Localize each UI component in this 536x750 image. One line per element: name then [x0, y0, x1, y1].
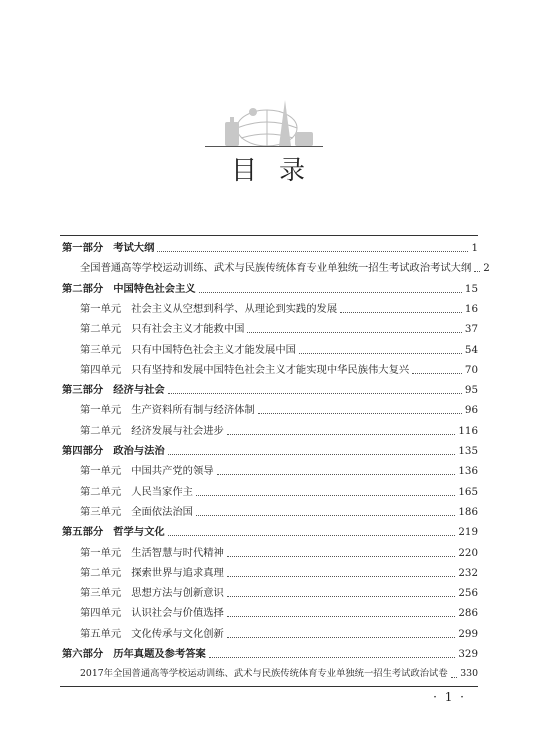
toc-entry-title: 生产资料所有制与经济体制: [131, 404, 255, 417]
leader-dots: [168, 393, 462, 394]
toc-entry-code: 第一部分: [62, 242, 104, 254]
toc-entry-code: 第四单元: [80, 607, 122, 620]
toc-entry-code: 第三单元: [80, 505, 122, 518]
toc-entry-code: 第三部分: [62, 384, 104, 397]
toc-entry-label: [80, 322, 244, 336]
leader-dots: [227, 596, 455, 597]
toc-entry-title: 文化传承与文化创新: [131, 627, 224, 640]
toc-entry-code: 第一单元: [80, 546, 122, 559]
toc-entry-label: [62, 282, 196, 296]
toc-entry-title: 社会主义从空想到科学、从理论到实践的发展: [131, 302, 338, 315]
leader-dots: [451, 677, 458, 678]
toc-entry-code: 第四单元: [80, 363, 122, 376]
toc-entry-page: 15: [464, 282, 478, 295]
toc-entry-label: [80, 627, 224, 641]
toc-entry[interactable]: [60, 564, 478, 580]
toc-entry-page: 95: [464, 384, 478, 397]
toc-entry-code: 第二单元: [80, 323, 122, 336]
toc-entry-page: 136: [458, 465, 478, 478]
leader-dots: [227, 616, 455, 617]
toc-entry-label: [62, 241, 154, 255]
toc-entry-title: 经济发展与社会进步: [131, 424, 224, 437]
leader-dots: [217, 474, 456, 475]
toc-entry[interactable]: [60, 341, 478, 357]
toc-entry-title: 全面依法治国: [131, 505, 193, 518]
toc-entry-page: 299: [458, 627, 478, 640]
toc-entry-label: [80, 485, 193, 499]
toc-entry-code: 第一单元: [80, 404, 122, 417]
leader-dots: [247, 332, 461, 333]
toc-entry-label: [80, 403, 255, 417]
toc-entry-page: 329: [458, 648, 478, 660]
toc-entry-title: 哲学与文化: [113, 526, 165, 539]
toc-entry-page: 135: [458, 445, 478, 457]
toc-entry-label: [80, 546, 224, 560]
toc-entry-title: 人民当家作主: [131, 485, 193, 498]
toc-entry-code: 第二部分: [62, 282, 104, 295]
toc-entry-code: 第五部分: [62, 526, 104, 539]
toc-entry-page: 286: [458, 607, 478, 620]
toc-entry-label: [80, 586, 224, 600]
toc-entry-page: 256: [458, 587, 478, 600]
toc-entry-title: 认识社会与价值选择: [131, 607, 224, 620]
toc-entry-title: 2017年全国普通高等学校运动训练、武术与民族传统体育专业单独统一招生考试政治试卷: [80, 668, 448, 680]
toc-entry-code: 第三单元: [80, 587, 122, 600]
toc-entry[interactable]: [60, 381, 478, 397]
toc-entry-title: 只有坚持和发展中国特色社会主义才能实现中华民族伟大复兴: [131, 363, 410, 376]
toc-entry-page: 186: [458, 505, 478, 518]
toc-entry[interactable]: [60, 300, 478, 316]
leader-dots: [196, 495, 455, 496]
toc-entry-label: [80, 566, 224, 580]
toc-entry-code: 第一单元: [80, 465, 122, 478]
toc-entry-code: 第四部分: [62, 445, 104, 457]
toc-entry-title: 只有中国特色社会主义才能发展中国: [131, 343, 296, 356]
table-of-contents: [60, 235, 490, 687]
decorative-travel-emblem-icon: [205, 92, 325, 152]
leader-dots: [196, 515, 455, 516]
toc-entry-page: 16: [464, 302, 478, 315]
toc-entry-page: 70: [464, 363, 478, 376]
page-title: 目录: [230, 156, 327, 186]
leader-dots: [412, 373, 462, 374]
leader-dots: [227, 576, 455, 577]
leader-dots: [227, 556, 455, 557]
leader-dots: [209, 657, 455, 658]
toc-entry-page: 96: [464, 404, 478, 417]
leader-dots: [168, 454, 456, 455]
toc-entry-title: 历年真题及参考答案: [113, 648, 206, 660]
toc-entry-page: 165: [458, 485, 478, 498]
toc-entry[interactable]: [60, 503, 478, 519]
leader-dots: [299, 353, 462, 354]
toc-entry-page: 2: [483, 262, 490, 275]
toc-entry[interactable]: [60, 544, 478, 560]
toc-entry-label: [80, 606, 224, 620]
title-rule: [205, 146, 323, 147]
toc-entry-title: 政治与法治: [113, 445, 165, 457]
toc-entry-label: [62, 383, 165, 397]
toc-entry-page: 330: [460, 668, 478, 680]
toc-entry-label: [62, 525, 165, 539]
toc-entry-code: 第五单元: [80, 627, 122, 640]
toc-entry[interactable]: [60, 280, 478, 296]
toc-entry[interactable]: [60, 401, 478, 417]
toc-entry[interactable]: [60, 320, 478, 336]
toc-entry-title: 中国共产党的领导: [131, 465, 214, 478]
toc-entry-title: 探索世界与追求真理: [131, 566, 224, 579]
toc-entry[interactable]: [60, 584, 478, 600]
toc-entry-label: [80, 424, 224, 438]
leader-dots: [227, 637, 455, 638]
toc-entry-title: 全国普通高等学校运动训练、武术与民族传统体育专业单独统一招生考试政治考试大纲: [80, 262, 472, 275]
toc-entry-code: 第二单元: [80, 566, 122, 579]
toc-entry[interactable]: [60, 523, 478, 539]
toc-entry-label: [80, 667, 448, 681]
toc-entry-page: 220: [458, 546, 478, 559]
toc-entry[interactable]: [60, 239, 478, 255]
toc-entry-code: 第一单元: [80, 302, 122, 315]
toc-entry-title: 经济与社会: [113, 384, 165, 397]
toc-entry-label: [80, 343, 296, 357]
toc-entry-label: [62, 647, 206, 661]
toc-entry-page: 1: [471, 242, 478, 254]
leader-dots: [168, 535, 456, 536]
toc-entry-page: 232: [458, 566, 478, 579]
toc-entry-label: [80, 464, 214, 478]
toc-entry-title: 只有社会主义才能救中国: [131, 323, 245, 336]
toc-entry-page: 37: [464, 323, 478, 336]
toc-entry[interactable]: [60, 422, 478, 438]
toc-entry[interactable]: [60, 259, 490, 275]
toc-entry-page: 219: [458, 526, 478, 539]
leader-dots: [199, 292, 462, 293]
toc-entry[interactable]: [60, 361, 478, 377]
toc-entry-code: 第二单元: [80, 485, 122, 498]
leader-dots: [157, 251, 468, 252]
toc-entry-page: 116: [458, 424, 478, 437]
toc-entry-label: [80, 505, 193, 519]
toc-entry-code: 第六部分: [62, 648, 104, 660]
page-number: · 1 ·: [433, 690, 466, 704]
toc-entry[interactable]: [60, 625, 478, 641]
toc-entry-label: [80, 363, 409, 377]
toc-entry-title: 思想方法与创新意识: [131, 587, 224, 600]
toc-entry-title: 生活智慧与时代精神: [131, 546, 224, 559]
leader-dots: [258, 413, 462, 414]
toc-entry-code: 第二单元: [80, 424, 122, 437]
toc-entry-label: [80, 261, 471, 275]
toc-entry[interactable]: [60, 645, 478, 661]
leader-dots: [474, 271, 480, 272]
toc-entry[interactable]: [60, 462, 478, 478]
leader-dots: [340, 312, 462, 313]
leader-dots: [227, 434, 455, 435]
toc-entry[interactable]: [60, 442, 478, 458]
toc-entry-code: 第三单元: [80, 343, 122, 356]
toc-entry-label: [80, 302, 337, 316]
toc-entry[interactable]: [60, 665, 478, 681]
toc-entry-title: 考试大纲: [113, 242, 155, 254]
toc-entry-label: [62, 444, 165, 458]
toc-entry[interactable]: [60, 604, 478, 620]
toc-entry-title: 中国特色社会主义: [113, 282, 196, 295]
toc-entry[interactable]: [60, 483, 478, 499]
toc-entry-page: 54: [464, 343, 478, 356]
